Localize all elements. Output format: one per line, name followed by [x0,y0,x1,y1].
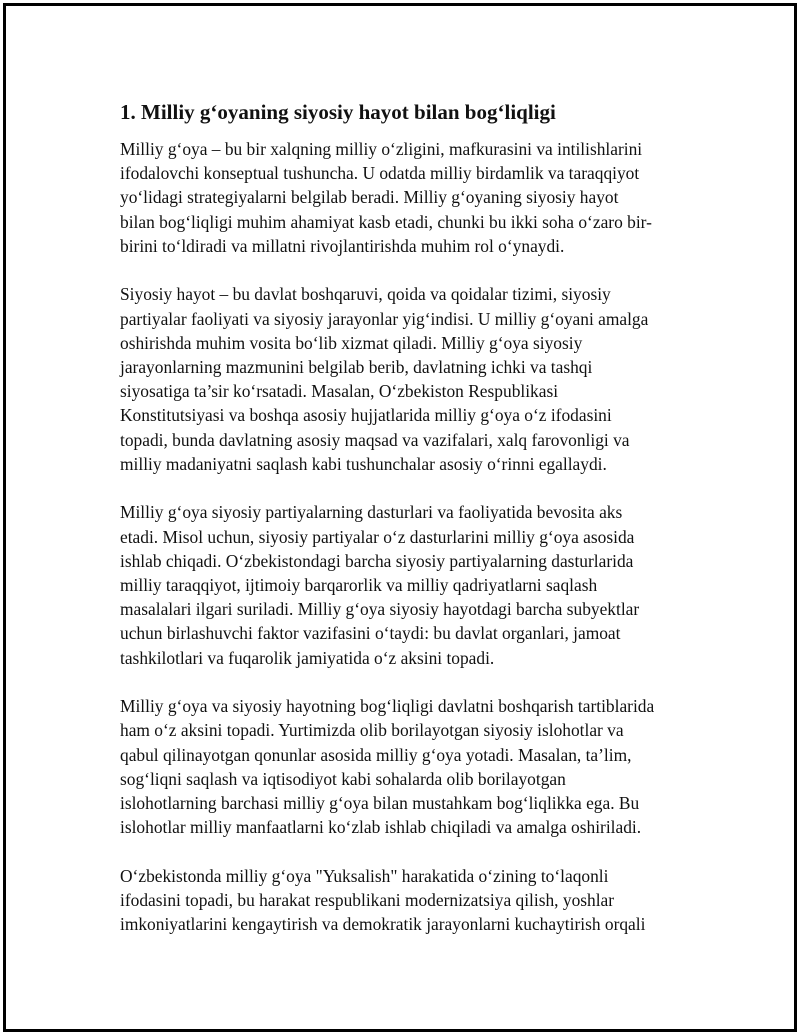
text-line: imkoniyatlarini kengaytirish va demokratik jarayonlarni kuchaytirish orqali [120,914,646,935]
text-line: ham o‘z aksini topadi. Yurtimizda olib borilayotgan siyosiy islohotlar va [120,720,624,741]
paragraph [120,137,692,258]
text-line: yo‘lidagi strategiyalarni belgilab beradi. Milliy g‘oyaning siyosiy hayot [120,187,619,208]
text-line: islohotlar milliy manfaatlarni ko‘zlab ishlab chiqiladi va amalga oshiriladi. [120,817,642,838]
section-heading: 1. Milliy g‘oyaning siyosiy hayot bilan bog‘liqligi [120,100,556,124]
text-line: milliy madaniyatni saqlash kabi tushunchalar asosiy o‘rinni egallaydi. [120,453,607,474]
text-line: partiyalar faoliyati va siyosiy jarayonlar yig‘indisi. U milliy g‘oyani amalga [120,308,649,329]
document-body [120,98,692,961]
text-line: jarayonlarning mazmunini belgilab berib, davlatning ichki va tashqi [120,357,593,378]
text-line: qabul qilinayotgan qonunlar asosida milliy g‘oya yotadi. Masalan, ta’lim, [120,744,632,765]
text-line: uchun birlashuvchi faktor vazifasini o‘taydi: bu davlat organlari, jamoat [120,623,621,644]
text-line: ifodasini topadi, bu harakat respublikani modernizatsiya qilish, yoshlar [120,890,615,911]
text-line: Milliy g‘oya siyosiy partiyalarning dasturlari va faoliyatida bevosita aks [120,502,623,523]
text-line: masalalari ilgari suriladi. Milliy g‘oya siyosiy hayotdagi barcha subyektlar [120,599,640,620]
text-line: milliy taraqqiyot, ijtimoiy barqarorlik va milliy qadriyatlarni saqlash [120,575,598,596]
text-line: bilan bog‘liqligi muhim ahamiyat kasb etadi, chunki bu ikki soha o‘zaro bir- [120,211,652,232]
paragraph [120,500,692,669]
text-line: etadi. Misol uchun, siyosiy partiyalar o‘z dasturlarini milliy g‘oya asosida [120,526,635,547]
text-line: Milliy g‘oya – bu bir xalqning milliy o‘zligini, mafkurasini va intilishlarini [120,139,643,159]
text-line: islohotlarning barchasi milliy g‘oya bilan mustahkam bog‘liqlikka ega. Bu [120,793,640,814]
paragraph [120,864,692,937]
text-line: tashkilotlari va fuqarolik jamiyatida o‘z aksini topadi. [120,647,495,668]
paragraph [120,694,692,839]
text-line: Siyosiy hayot – bu davlat boshqaruvi, qoida va qoidalar tizimi, siyosiy [120,284,611,305]
text-line: birini to‘ldiradi va millatni rivojlantirishda muhim rol o‘ynaydi. [120,235,565,256]
page-frame [3,3,797,1032]
text-line: siyosatiga ta’sir ko‘rsatadi. Masalan, O‘zbekiston Respublikasi [120,381,559,402]
text-line: topadi, bunda davlatning asosiy maqsad va vazifalari, xalq farovonligi va [120,429,630,450]
text-line: O‘zbekistonda milliy g‘oya "Yuksalish" harakatida o‘zining to‘laqonli [120,865,609,886]
text-line: Milliy g‘oya va siyosiy hayotning bog‘liqligi davlatni boshqarish tartiblarida [120,696,655,717]
text-line: ifodalovchi konseptual tushuncha. U odatda milliy birdamlik va taraqqiyot [120,163,640,184]
paragraph [120,282,692,476]
text-line: oshirishda muhim vosita bo‘lib xizmat qiladi. Milliy g‘oya siyosiy [120,332,583,353]
text-line: sog‘liqni saqlash va iqtisodiyot kabi sohalarda olib borilayotgan [120,768,566,789]
text-line: Konstitutsiyasi va boshqa asosiy hujjatlarida milliy g‘oya o‘z ifodasini [120,405,612,426]
text-line: ishlab chiqadi. O‘zbekistondagi barcha siyosiy partiyalarning dasturlarida [120,550,634,571]
